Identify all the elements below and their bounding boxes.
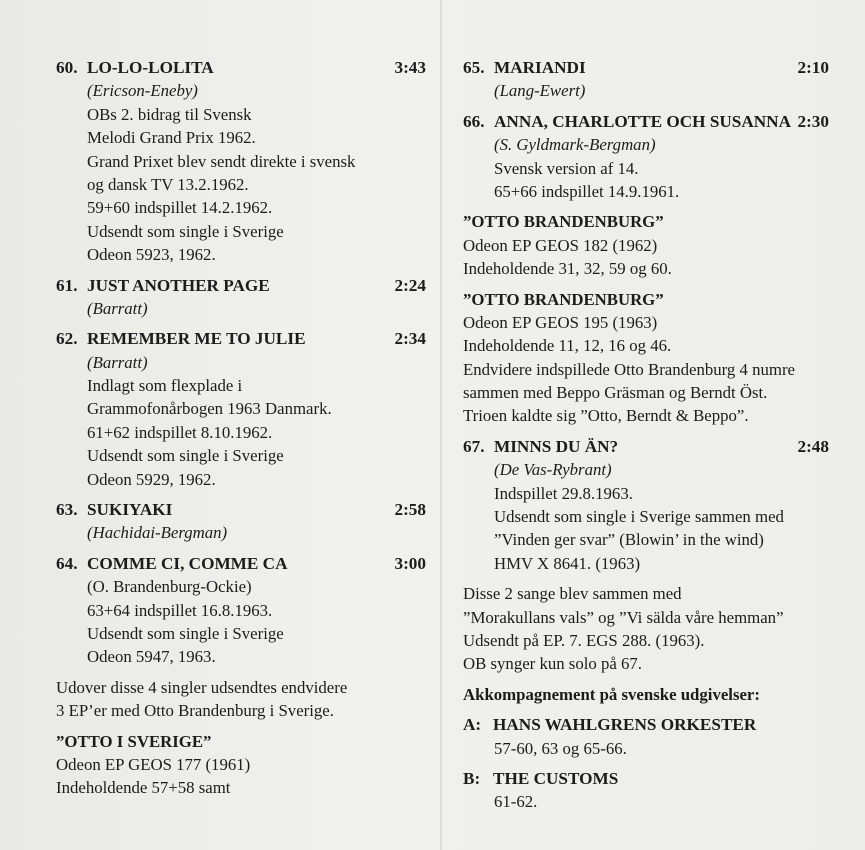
track-note: og dansk TV 13.2.1962. (87, 174, 249, 194)
track-credit: (S. Gyldmark-Bergman) (494, 135, 656, 155)
track-note: Odeon 5923, 1962. (87, 245, 216, 265)
track-note: Indlagt som flexplade i (87, 376, 243, 396)
track-note: Odeon 5947, 1963. (87, 647, 216, 667)
track-duration: 2:34 (394, 329, 426, 349)
note-text: Udover disse 4 singler udsendtes endvidere (56, 677, 348, 697)
track-duration: 2:30 (797, 111, 829, 131)
ep-title: ”OTTO BRANDENBURG” (463, 289, 664, 309)
track-duration: 2:48 (797, 436, 829, 456)
track-note: 63+64 indspillet 16.8.1963. (87, 600, 273, 620)
track-credit: (Barratt) (87, 352, 148, 372)
track-note: Indspillet 29.8.1963. (494, 483, 633, 503)
track-duration: 2:10 (797, 58, 829, 77)
track-title: COMME CI, COMME CA (87, 553, 288, 573)
track-66-title-row (463, 110, 829, 133)
accompaniment-letter: A: (463, 715, 482, 735)
track-number: 65. (463, 58, 485, 77)
note-text: ”Morakullans vals” og ”Vi sälda våre hemman” (463, 607, 784, 627)
track-note: Svensk version af 14. (494, 158, 639, 178)
track-note: 59+60 indspillet 14.2.1962. (87, 198, 273, 218)
ep-detail: Indeholdende 11, 12, 16 og 46. (463, 336, 672, 356)
ep-title: ”OTTO BRANDENBURG” (463, 212, 664, 232)
track-duration: 3:00 (394, 553, 426, 573)
ep-detail: Odeon EP GEOS 195 (1963) (463, 312, 658, 332)
accompaniment-name: HANS WAHLGRENS ORKESTER (493, 715, 757, 735)
track-note: Udsendt som single i Sverige sammen med (494, 507, 784, 527)
track-duration: 3:43 (394, 58, 426, 77)
ep-detail: Odeon EP GEOS 177 (1961) (56, 754, 251, 774)
ep-detail: sammen med Beppo Gräsman og Berndt Öst. (463, 383, 768, 403)
track-note: Udsendt som single i Sverige (87, 446, 284, 466)
left-column (56, 56, 426, 800)
accompaniment-detail: 61-62. (494, 792, 538, 812)
track-number: 60. (56, 58, 78, 77)
accompaniment-b-row (463, 767, 829, 790)
track-61-title-row (56, 274, 426, 297)
right-column (463, 56, 829, 814)
track-title: MARIANDI (494, 58, 586, 77)
ep-title: ”OTTO I SVERIGE” (56, 731, 212, 751)
page-fold (440, 0, 442, 850)
track-note: Udsendt som single i Sverige (87, 623, 284, 643)
note-text: Disse 2 sange blev sammen med (463, 584, 682, 604)
track-65-title-row (463, 56, 829, 79)
track-title: JUST ANOTHER PAGE (87, 275, 270, 295)
track-number: 67. (463, 436, 485, 456)
track-title: LO-LO-LOLITA (87, 58, 214, 77)
track-credit: (Lang-Ewert) (494, 81, 586, 101)
track-note: Grand Prixet blev sendt direkte i svensk (87, 151, 356, 171)
note-text: OB synger kun solo på 67. (463, 654, 642, 674)
ep-detail: Indeholdende 31, 32, 59 og 60. (463, 259, 672, 279)
track-62-title-row (56, 327, 426, 350)
track-note: ”Vinden ger svar” (Blowin’ in the wind) (494, 530, 764, 550)
track-number: 62. (56, 329, 78, 349)
track-number: 64. (56, 553, 78, 573)
track-credit: (Ericson-Eneby) (87, 81, 198, 101)
track-title: REMEMBER ME TO JULIE (87, 329, 306, 349)
track-60-title-row (56, 56, 426, 79)
track-credit: (De Vas-Rybrant) (494, 460, 612, 480)
track-number: 61. (56, 275, 78, 295)
track-63-title-row (56, 498, 426, 521)
ep-detail: Endvidere indspillede Otto Brandenburg 4 numre (463, 359, 795, 379)
track-duration: 2:58 (394, 500, 426, 520)
track-67-title-row (463, 435, 829, 458)
track-64-title-row (56, 552, 426, 575)
accompaniment-detail: 57-60, 63 og 65-66. (494, 738, 627, 758)
track-number: 66. (463, 111, 485, 131)
accompaniment-heading: Akkompagnement på svenske udgivelser: (463, 684, 760, 704)
track-duration: 2:24 (394, 275, 426, 295)
accompaniment-a-row (463, 713, 829, 736)
ep-detail: Indeholdende 57+58 samt (56, 778, 231, 798)
track-number: 63. (56, 500, 78, 520)
track-title: SUKIYAKI (87, 500, 173, 520)
track-credit: (Barratt) (87, 298, 148, 318)
ep-detail: Odeon EP GEOS 182 (1962) (463, 235, 658, 255)
track-credit: (O. Brandenburg-Ockie) (87, 577, 252, 597)
track-note: OBs 2. bidrag til Svensk (87, 104, 252, 124)
accompaniment-name: THE CUSTOMS (493, 768, 619, 788)
track-note: 65+66 indspillet 14.9.1961. (494, 181, 680, 201)
note-text: 3 EP’er med Otto Brandenburg i Sverige. (56, 701, 334, 721)
track-note: HMV X 8641. (1963) (494, 553, 641, 573)
track-note: 61+62 indspillet 8.10.1962. (87, 422, 273, 442)
track-note: Grammofonårbogen 1963 Danmark. (87, 399, 332, 419)
track-note: Odeon 5929, 1962. (87, 469, 216, 489)
ep-detail: Trioen kaldte sig ”Otto, Berndt & Beppo”. (463, 406, 749, 426)
track-credit: (Hachidai-Bergman) (87, 523, 228, 543)
track-note: Melodi Grand Prix 1962. (87, 128, 256, 148)
track-title: ANNA, CHARLOTTE OCH SUSANNA (494, 111, 791, 131)
note-text: Udsendt på EP. 7. EGS 288. (1963). (463, 630, 705, 650)
accompaniment-letter: B: (463, 768, 481, 788)
track-title: MINNS DU ÄN? (494, 436, 619, 456)
track-note: Udsendt som single i Sverige (87, 221, 284, 241)
